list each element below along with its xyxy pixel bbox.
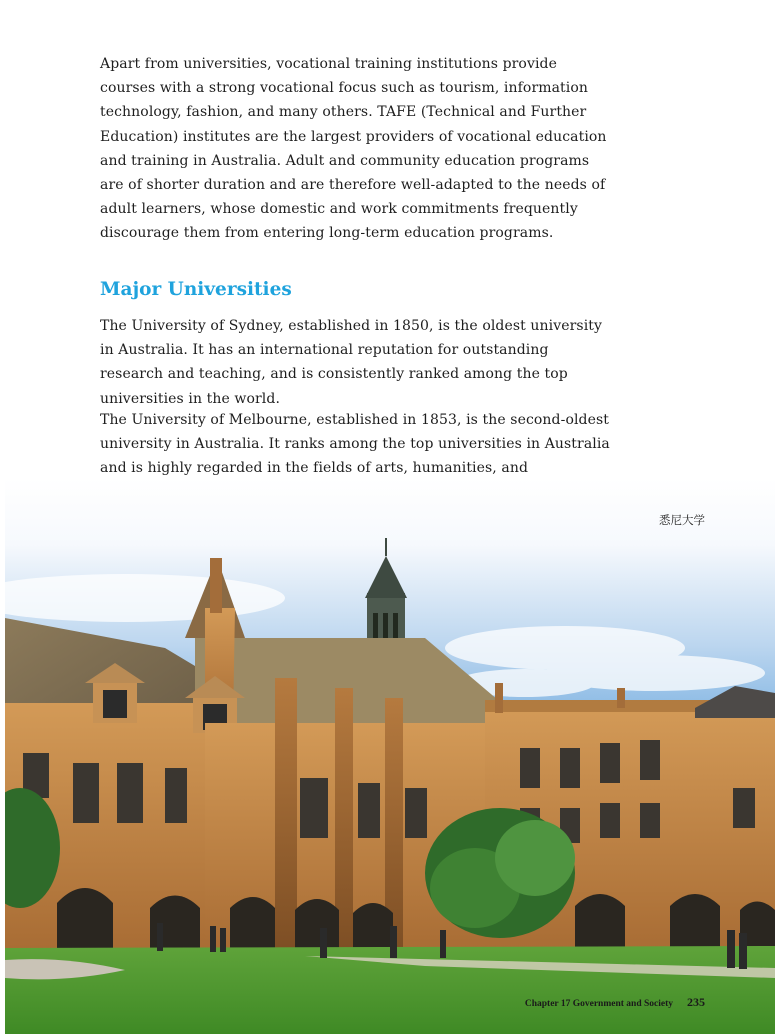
page-footer: [525, 995, 705, 1010]
sydney-paragraph: The University of Sydney, established in 1850, is the oldest university in Australia. It has an international reputation for outstanding research and teaching, and is consistently ranked among the top universities in the world.: [100, 318, 603, 407]
university-photo: [5, 478, 775, 1034]
melbourne-paragraph: The University of Melbourne, established in 1853, is the second-oldest university in Australia. It ranks among the top universities in Australia and is highly regarded in the fields of arts, humanities, and: [100, 412, 610, 477]
intro-paragraph: Apart from universities, vocational training institutions provide courses with a strong vocational focus such as tourism, information technology, fashion, and many others. TAFE (Technical and Further Education) institutes are the largest providers of vocational education and training in Australia. Adult and community education programs are of shorter duration and are therefore well-adapted to the needs of adult learners, whose domestic and work commitments frequently discourage them from entering long-term education programs.: [100, 56, 607, 242]
sydney-block: [100, 314, 610, 411]
page-number: 235: [687, 995, 705, 1009]
chapter-label: Chapter 17 Government and Society: [524, 999, 673, 1009]
photo-caption: 悉尼大学: [659, 513, 705, 527]
section-heading: Major Universities: [100, 279, 292, 300]
intro-block: [100, 52, 610, 246]
